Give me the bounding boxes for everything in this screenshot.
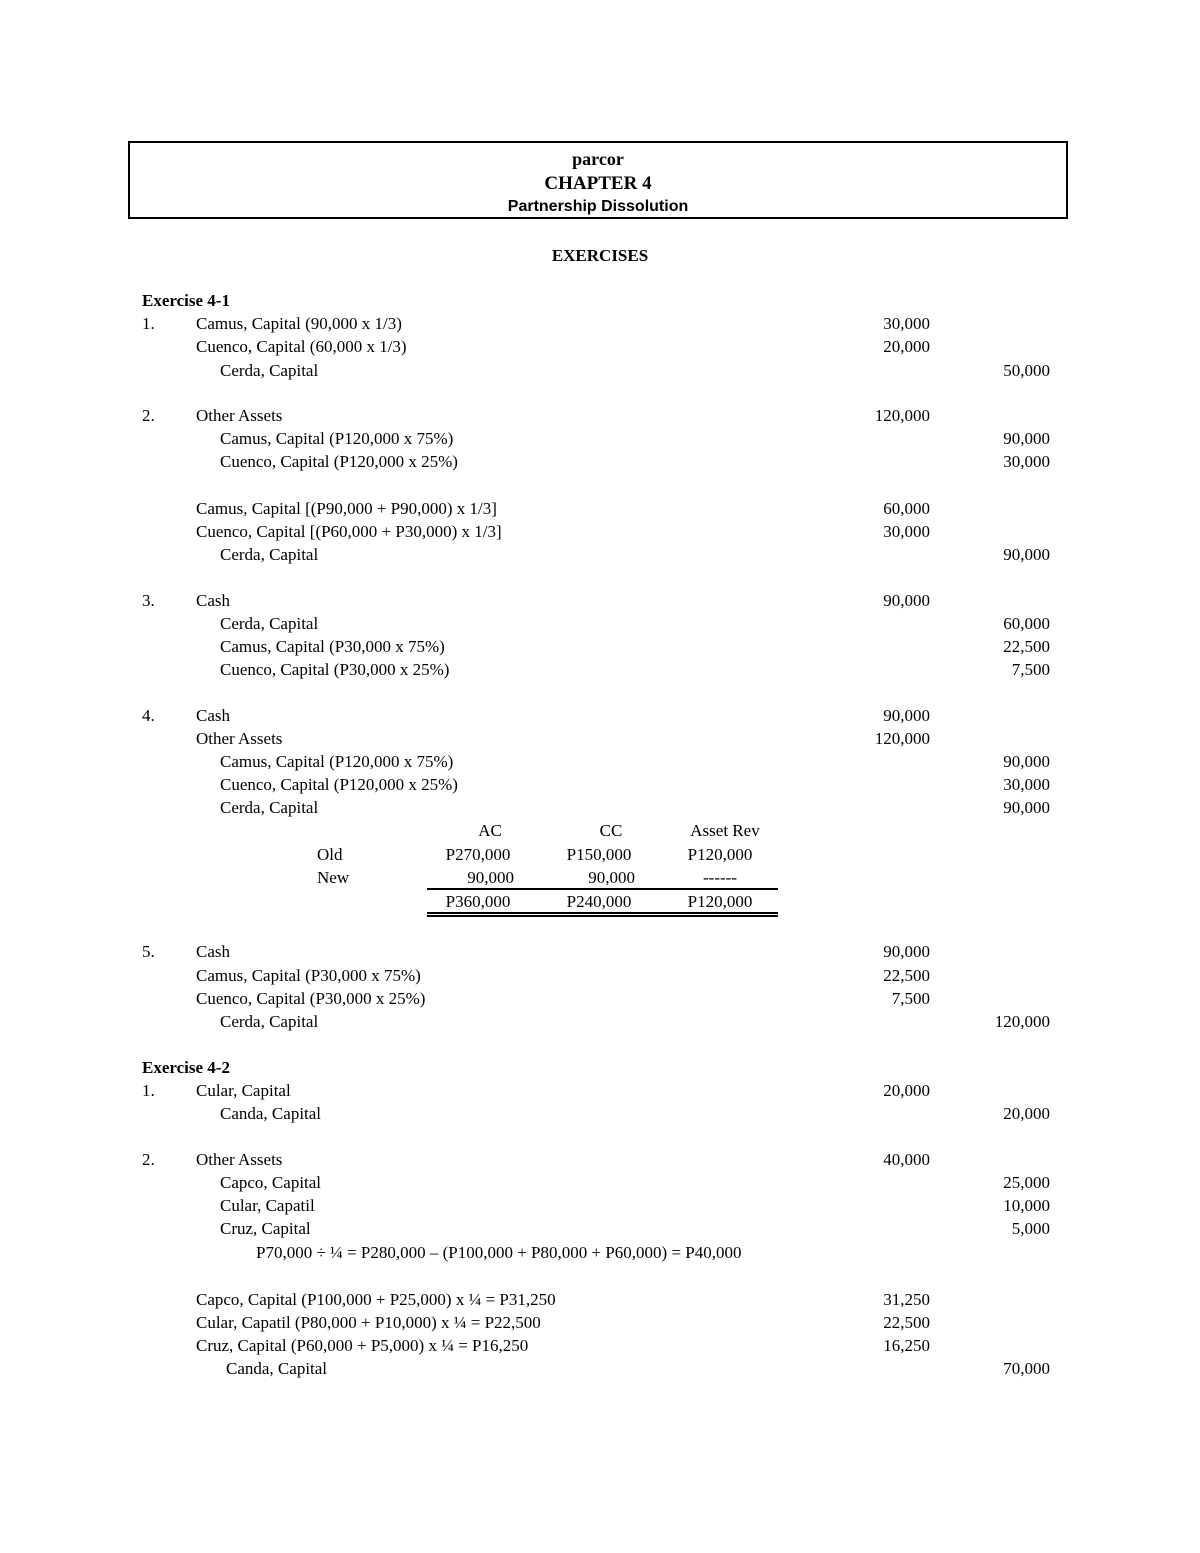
journal-line-text: Cerda, Capital — [220, 614, 319, 633]
credit-amount: 60,000 — [1003, 614, 1050, 633]
exercise-title: Exercise 4-2 — [142, 1058, 230, 1077]
debit-amount: 40,000 — [883, 1150, 930, 1169]
debit-amount: 60,000 — [883, 499, 930, 518]
credit-amount: 5,000 — [1011, 1219, 1050, 1238]
worktable-cell: P150,000 — [566, 845, 632, 864]
journal-line-text: Cuenco, Capital (P30,000 x 25%) — [196, 989, 426, 1008]
journal-line-text: Cash — [196, 706, 230, 725]
journal-line-text: Camus, Capital (P30,000 x 75%) — [196, 966, 421, 985]
journal-line-text: Other Assets — [196, 729, 283, 748]
journal-line-text: Cuenco, Capital (P120,000 x 25%) — [220, 452, 458, 471]
journal-line-text: Cerda, Capital — [220, 1012, 319, 1031]
worktable-row-label: Old — [317, 845, 343, 864]
journal-line-text: Camus, Capital (90,000 x 1/3) — [196, 314, 402, 333]
journal-line-text: Cruz, Capital (P60,000 + P5,000) x ¼ = P16,250 — [196, 1336, 529, 1355]
journal-line-text: Cular, Capatil (P80,000 + P10,000) x ¼ = P22,500 — [196, 1313, 541, 1332]
item-number: 1. — [142, 1081, 155, 1100]
worktable-total: P360,000 — [445, 892, 511, 911]
journal-line-text: Cash — [196, 942, 230, 961]
journal-line-text: Camus, Capital [(P90,000 + P90,000) x 1/3] — [196, 499, 497, 518]
worktable-row-label: New — [317, 868, 350, 887]
underline-rule — [427, 888, 778, 890]
worktable-cell: P270,000 — [445, 845, 511, 864]
debit-amount: 20,000 — [883, 337, 930, 356]
journal-line-text: Cerda, Capital — [220, 798, 319, 817]
worktable-cell: P120,000 — [687, 845, 753, 864]
debit-amount: 31,250 — [883, 1290, 930, 1309]
journal-line-text: Canda, Capital — [226, 1359, 328, 1378]
journal-line-text: Cruz, Capital — [220, 1219, 311, 1238]
journal-line-text: Cuenco, Capital (P120,000 x 25%) — [220, 775, 458, 794]
worktable-total: P120,000 — [687, 892, 753, 911]
worktable-header: Asset Rev — [690, 821, 760, 840]
debit-amount: 20,000 — [883, 1081, 930, 1100]
chapter-title: CHAPTER 4 — [544, 173, 652, 194]
credit-amount: 10,000 — [1003, 1196, 1050, 1215]
credit-amount: 120,000 — [994, 1012, 1050, 1031]
credit-amount: 30,000 — [1003, 452, 1050, 471]
journal-line-text: Camus, Capital (P30,000 x 75%) — [220, 637, 445, 656]
debit-amount: 7,500 — [891, 989, 930, 1008]
journal-line-text: Camus, Capital (P120,000 x 75%) — [220, 429, 454, 448]
item-number: 5. — [142, 942, 155, 961]
journal-line-text: Cerda, Capital — [220, 545, 319, 564]
worktable-total: P240,000 — [566, 892, 632, 911]
worktable-header: CC — [599, 821, 623, 840]
worktable-header: AC — [478, 821, 502, 840]
journal-line-text: Capco, Capital (P100,000 + P25,000) x ¼ = P31,250 — [196, 1290, 556, 1309]
credit-amount: 25,000 — [1003, 1173, 1050, 1192]
item-number: 2. — [142, 406, 155, 425]
journal-line-text: Cuenco, Capital [(P60,000 + P30,000) x 1/3] — [196, 522, 502, 541]
credit-amount: 22,500 — [1003, 637, 1050, 656]
credit-amount: 90,000 — [1003, 798, 1050, 817]
debit-amount: 22,500 — [883, 966, 930, 985]
debit-amount: 16,250 — [883, 1336, 930, 1355]
computation-formula: P70,000 ÷ ¼ = P280,000 – (P100,000 + P80,000 + P60,000) = P40,000 — [256, 1243, 742, 1262]
journal-line-text: Capco, Capital — [220, 1173, 322, 1192]
journal-line-text: Cular, Capatil — [220, 1196, 315, 1215]
debit-amount: 22,500 — [883, 1313, 930, 1332]
credit-amount: 90,000 — [1003, 429, 1050, 448]
double-underline-rule-bottom — [427, 915, 778, 917]
chapter-header-box — [128, 141, 1068, 219]
credit-amount: 90,000 — [1003, 545, 1050, 564]
journal-line-text: Cerda, Capital — [220, 361, 319, 380]
credit-amount: 7,500 — [1011, 660, 1050, 679]
worktable-cell: 90,000 — [588, 868, 635, 887]
journal-line-text: Canda, Capital — [220, 1104, 322, 1123]
journal-line-text: Other Assets — [196, 406, 283, 425]
debit-amount: 90,000 — [883, 706, 930, 725]
journal-line-text: Cuenco, Capital (P30,000 x 25%) — [220, 660, 450, 679]
journal-line-text: Other Assets — [196, 1150, 283, 1169]
journal-line-text: Cash — [196, 591, 230, 610]
debit-amount: 90,000 — [883, 591, 930, 610]
exercise-title: Exercise 4-1 — [142, 291, 230, 310]
debit-amount: 30,000 — [883, 522, 930, 541]
credit-amount: 50,000 — [1003, 361, 1050, 380]
debit-amount: 120,000 — [874, 729, 930, 748]
item-number: 2. — [142, 1150, 155, 1169]
worktable-cell: 90,000 — [467, 868, 514, 887]
double-underline-rule-top — [427, 912, 778, 914]
credit-amount: 70,000 — [1003, 1359, 1050, 1378]
debit-amount: 30,000 — [883, 314, 930, 333]
credit-amount: 30,000 — [1003, 775, 1050, 794]
journal-line-text: Camus, Capital (P120,000 x 75%) — [220, 752, 454, 771]
item-number: 1. — [142, 314, 155, 333]
credit-amount: 90,000 — [1003, 752, 1050, 771]
debit-amount: 90,000 — [883, 942, 930, 961]
course-code: parcor — [572, 149, 624, 169]
chapter-subtitle: Partnership Dissolution — [507, 198, 689, 215]
item-number: 4. — [142, 706, 155, 725]
section-title: EXERCISES — [551, 246, 649, 265]
item-number: 3. — [142, 591, 155, 610]
journal-line-text: Cuenco, Capital (60,000 x 1/3) — [196, 337, 407, 356]
credit-amount: 20,000 — [1003, 1104, 1050, 1123]
journal-line-text: Cular, Capital — [196, 1081, 291, 1100]
worktable-cell: ------ — [703, 868, 737, 887]
debit-amount: 120,000 — [874, 406, 930, 425]
